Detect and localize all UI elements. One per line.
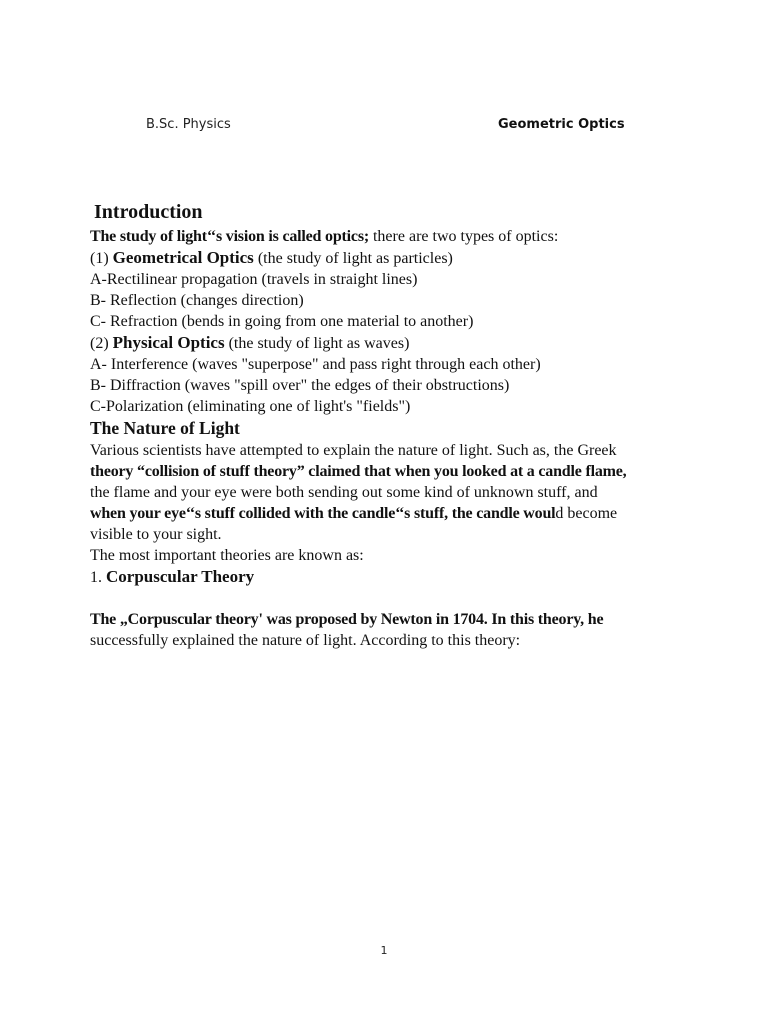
- corpuscular-title: Corpuscular Theory: [106, 567, 255, 586]
- corpuscular-number: 1.: [90, 569, 106, 586]
- nature-line-1: Various scientists have attempted to explain the nature of light. Such as, the Greek: [90, 442, 617, 459]
- geo-item-reflection: B- Reflection (changes direction): [90, 292, 304, 309]
- phys-item-diffraction: B- Diffraction (waves "spill over" the edges of their obstructions): [90, 377, 510, 394]
- nature-line-4-rest: d become: [555, 505, 618, 522]
- physical-optics-line: [90, 332, 690, 354]
- intro-bold-text: The study of light‘‘s vision is called optics;: [90, 228, 369, 245]
- nature-line-4: [90, 503, 690, 524]
- paragraph-spacer: [90, 588, 690, 609]
- intro-rest-text: there are two types of optics:: [368, 228, 559, 245]
- corpuscular-line-1: The „Corpuscular theory' was proposed by Newton in 1704. In this theory, he: [90, 611, 604, 628]
- geometrical-optics-prefix: (1): [90, 250, 113, 267]
- geo-item-rectilinear: A-Rectilinear propagation (travels in straight lines): [90, 271, 418, 288]
- nature-line-5: visible to your sight.: [90, 526, 222, 543]
- nature-line-2: theory “collision of stuff theory” claimed that when you looked at a candle flame,: [90, 463, 627, 480]
- physical-optics-prefix: (2): [90, 335, 113, 352]
- geometrical-optics-title: Geometrical Optics: [112, 248, 254, 267]
- nature-line-6: The most important theories are known as:: [90, 547, 364, 564]
- intro-paragraph: [90, 226, 690, 247]
- geometrical-optics-desc: (the study of light as particles): [253, 250, 453, 267]
- corpuscular-line-2: successfully explained the nature of light. According to this theory:: [90, 632, 521, 649]
- geo-item-refraction: C- Refraction (bends in going from one material to another): [90, 313, 474, 330]
- physical-optics-title: Physical Optics: [112, 333, 225, 352]
- heading-introduction: Introduction: [94, 201, 203, 223]
- physical-optics-desc: (the study of light as waves): [224, 335, 410, 352]
- phys-item-interference: A- Interference (waves "superpose" and pass right through each other): [90, 356, 541, 373]
- heading-nature-of-light: The Nature of Light: [90, 418, 240, 438]
- nature-line-4-bold: when your eye‘‘s stuff collided with the candle‘‘s stuff, the candle woul: [90, 505, 556, 522]
- corpuscular-heading-line: [90, 566, 690, 588]
- page-number: 1: [380, 944, 388, 957]
- geometrical-optics-line: [90, 247, 690, 269]
- phys-item-polarization: C-Polarization (eliminating one of light's "fields"): [90, 398, 411, 415]
- header-subject: Geometric Optics: [498, 117, 625, 132]
- nature-line-3: the flame and your eye were both sending out some kind of unknown stuff, and: [90, 484, 598, 501]
- document-body: [90, 199, 690, 651]
- header-course: B.Sc. Physics: [146, 117, 231, 132]
